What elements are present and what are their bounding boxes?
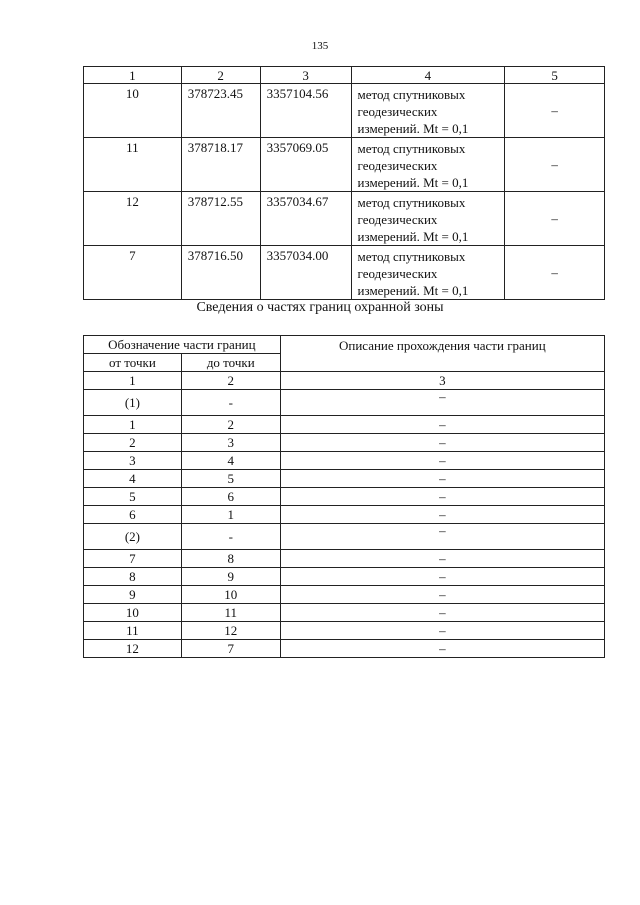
from-point: 12: [84, 640, 182, 658]
method-line: геодезических: [357, 158, 438, 173]
column-5-value: –: [505, 192, 605, 246]
part-description: –: [280, 622, 604, 640]
part-description: –: [280, 506, 604, 524]
to-point: 6: [181, 488, 280, 506]
table-row: [84, 524, 605, 550]
from-point: 9: [84, 586, 182, 604]
column-number-1: 1: [84, 67, 182, 84]
to-point: -: [181, 390, 280, 416]
coordinate-y: 3357034.67: [260, 192, 351, 246]
coordinate-y: 3357104.56: [260, 84, 351, 138]
part-description: –: [280, 524, 604, 550]
table-row: [84, 390, 605, 416]
method-description: [351, 246, 505, 300]
table-row: [84, 434, 605, 452]
column-5-value: –: [505, 246, 605, 300]
point-number: 7: [84, 246, 182, 300]
column-number-2: 2: [181, 67, 260, 84]
to-point: 4: [181, 452, 280, 470]
table-row: [84, 506, 605, 524]
boundary-parts-table: [83, 335, 605, 658]
coordinate-y: 3357069.05: [260, 138, 351, 192]
from-point: (2): [84, 524, 182, 550]
method-line: геодезических: [357, 212, 438, 227]
boundary-part-header: Обозначение части границ: [84, 336, 281, 354]
to-point: 2: [181, 416, 280, 434]
table-row: [84, 452, 605, 470]
method-line: метод спутниковых: [357, 87, 466, 102]
from-point: 2: [84, 434, 182, 452]
column-number-3: 3: [280, 372, 604, 390]
from-point: 8: [84, 568, 182, 586]
method-description: [351, 84, 505, 138]
coordinate-x: 378716.50: [181, 246, 260, 300]
table-row: [84, 586, 605, 604]
part-description: –: [280, 452, 604, 470]
part-description: –: [280, 640, 604, 658]
method-line: измерений. Mt = 0,1: [357, 229, 469, 244]
to-point: 12: [181, 622, 280, 640]
part-description: –: [280, 470, 604, 488]
column-5-value: –: [505, 138, 605, 192]
table-row: [84, 622, 605, 640]
coordinates-table: [83, 66, 605, 300]
coordinate-x: 378712.55: [181, 192, 260, 246]
method-line: геодезических: [357, 266, 438, 281]
column-number-2: 2: [181, 372, 280, 390]
part-description: –: [280, 434, 604, 452]
from-point: 1: [84, 416, 182, 434]
table-header-row: [84, 67, 605, 84]
part-description: –: [280, 586, 604, 604]
table-row: [84, 550, 605, 568]
to-point: 11: [181, 604, 280, 622]
column-number-3: 3: [260, 67, 351, 84]
method-line: измерений. Mt = 0,1: [357, 175, 469, 190]
method-line: метод спутниковых: [357, 195, 466, 210]
column-number-1: 1: [84, 372, 182, 390]
from-point: 11: [84, 622, 182, 640]
table-row: [84, 488, 605, 506]
column-numbers-row: [84, 372, 605, 390]
from-point: 3: [84, 452, 182, 470]
to-point: 8: [181, 550, 280, 568]
part-description: –: [280, 604, 604, 622]
method-description: [351, 138, 505, 192]
to-point: 7: [181, 640, 280, 658]
from-point: 7: [84, 550, 182, 568]
point-number: 10: [84, 84, 182, 138]
page-number: 135: [311, 40, 329, 52]
table-row: [84, 246, 605, 300]
from-point: 5: [84, 488, 182, 506]
table-row: [84, 470, 605, 488]
table-row: [84, 416, 605, 434]
method-description: [351, 192, 505, 246]
to-point: 10: [181, 586, 280, 604]
method-line: измерений. Mt = 0,1: [357, 283, 469, 298]
point-number: 12: [84, 192, 182, 246]
table-header-row: [84, 336, 605, 354]
part-description: –: [280, 416, 604, 434]
to-point: 3: [181, 434, 280, 452]
to-point: -: [181, 524, 280, 550]
column-5-value: –: [505, 84, 605, 138]
part-description: –: [280, 568, 604, 586]
from-point: (1): [84, 390, 182, 416]
table-row: [84, 640, 605, 658]
to-point: 5: [181, 470, 280, 488]
method-line: геодезических: [357, 104, 438, 119]
coordinate-y: 3357034.00: [260, 246, 351, 300]
coordinate-x: 378723.45: [181, 84, 260, 138]
from-point: 4: [84, 470, 182, 488]
from-point: 6: [84, 506, 182, 524]
column-number-4: 4: [351, 67, 505, 84]
method-line: метод спутниковых: [357, 141, 466, 156]
from-point: 10: [84, 604, 182, 622]
method-line: метод спутниковых: [357, 249, 466, 264]
table-row: [84, 604, 605, 622]
to-point: 1: [181, 506, 280, 524]
part-description: –: [280, 390, 604, 416]
table-row: [84, 568, 605, 586]
method-line: измерений. Mt = 0,1: [357, 121, 469, 136]
part-description: –: [280, 550, 604, 568]
table-row: [84, 138, 605, 192]
from-point-header: от точки: [84, 354, 182, 372]
to-point: 9: [181, 568, 280, 586]
table-row: [84, 192, 605, 246]
table-row: [84, 84, 605, 138]
column-number-5: 5: [505, 67, 605, 84]
to-point-header: до точки: [181, 354, 280, 372]
section-title: Сведения о частях границ охранной зоны: [196, 300, 444, 315]
point-number: 11: [84, 138, 182, 192]
coordinate-x: 378718.17: [181, 138, 260, 192]
part-description: –: [280, 488, 604, 506]
description-header: Описание прохождения части границ: [280, 336, 604, 372]
